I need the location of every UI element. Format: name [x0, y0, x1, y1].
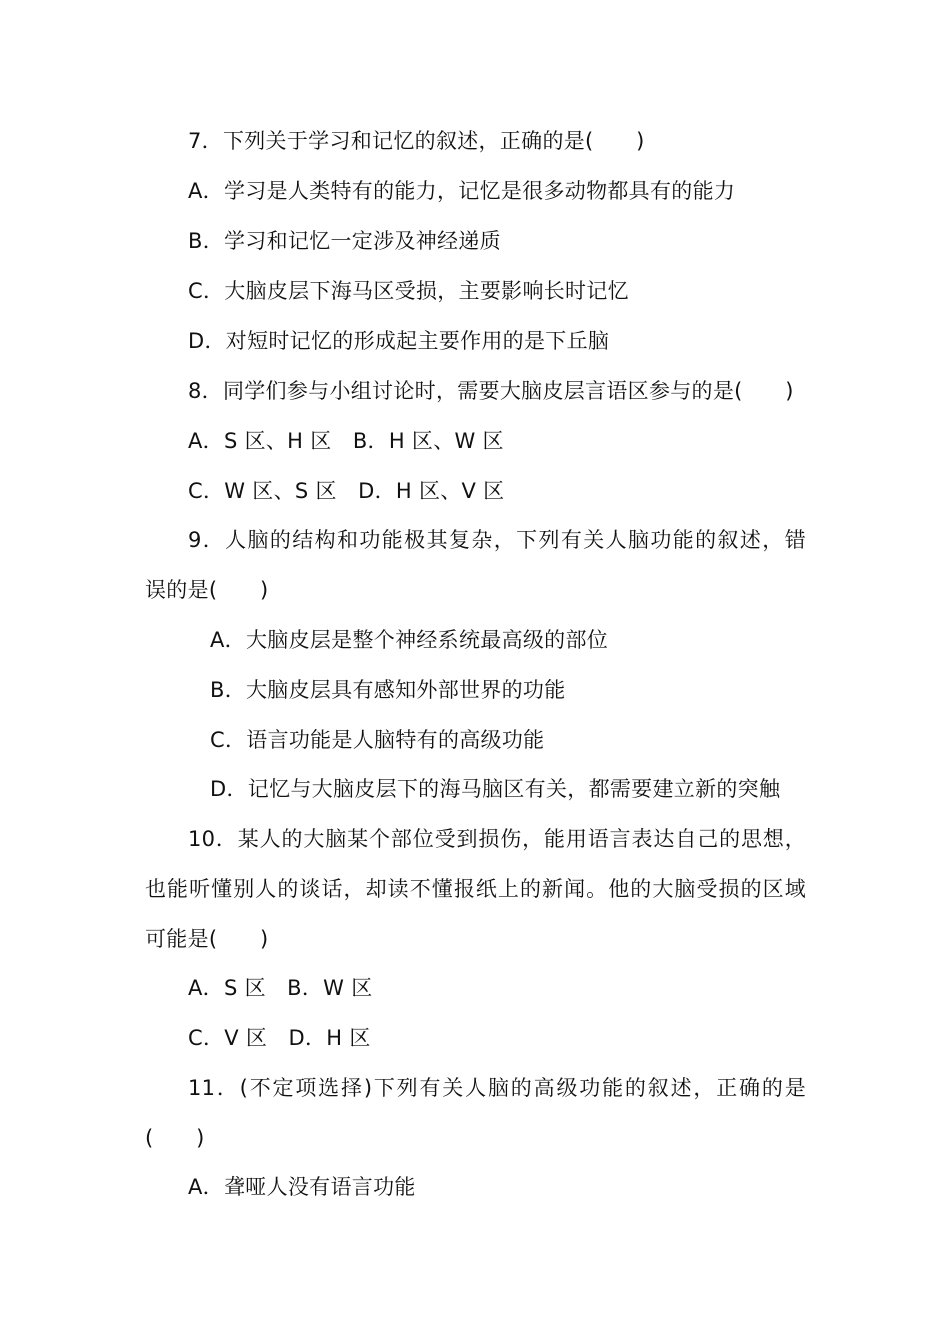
q7-option-b: B．学习和记忆一定涉及神经递质 [188, 229, 501, 253]
q10-stem-line2: 也能听懂别人的谈话，却读不懂报纸上的新闻。他的大脑受损的区域 [145, 877, 806, 901]
q11-option-a: A．聋哑人没有语言功能 [188, 1175, 416, 1199]
q9-option-d: D．记忆与大脑皮层下的海马脑区有关，都需要建立新的突触 [210, 777, 781, 801]
q11-stem-line1: 11．(不定项选择)下列有关人脑的高级功能的叙述，正确的是 [188, 1076, 806, 1100]
q7-option-c: C．大脑皮层下海马区受损，主要影响长时记忆 [188, 279, 629, 303]
q9-option-b: B．大脑皮层具有感知外部世界的功能 [210, 678, 566, 702]
q9-option-a: A．大脑皮层是整个神经系统最高级的部位 [210, 628, 609, 652]
q11-stem-line2: ( ) [145, 1126, 205, 1150]
q8-stem: 8．同学们参与小组讨论时，需要大脑皮层言语区参与的是( ) [188, 379, 794, 403]
q10-options-ab: A．S 区 B．W 区 [188, 976, 373, 1000]
q9-option-c: C．语言功能是人脑特有的高级功能 [210, 728, 545, 752]
q8-options-cd: C．W 区、S 区 D．H 区、V 区 [188, 479, 505, 503]
q7-stem: 7．下列关于学习和记忆的叙述，正确的是( ) [188, 129, 645, 153]
q10-options-cd: C．V 区 D．H 区 [188, 1026, 371, 1050]
q10-stem-line1: 10．某人的大脑某个部位受到损伤，能用语言表达自己的思想， [188, 827, 806, 851]
q9-stem-line1: 9．人脑的结构和功能极其复杂，下列有关人脑功能的叙述，错 [188, 528, 806, 552]
q7-option-d: D．对短时记忆的形成起主要作用的是下丘脑 [188, 329, 610, 353]
q9-stem-line2: 误的是( ) [145, 578, 269, 602]
q8-options-ab: A．S 区、H 区 B．H 区、W 区 [188, 429, 504, 453]
q10-stem-line3: 可能是( ) [145, 927, 269, 951]
q7-option-a: A．学习是人类特有的能力，记忆是很多动物都具有的能力 [188, 179, 736, 203]
